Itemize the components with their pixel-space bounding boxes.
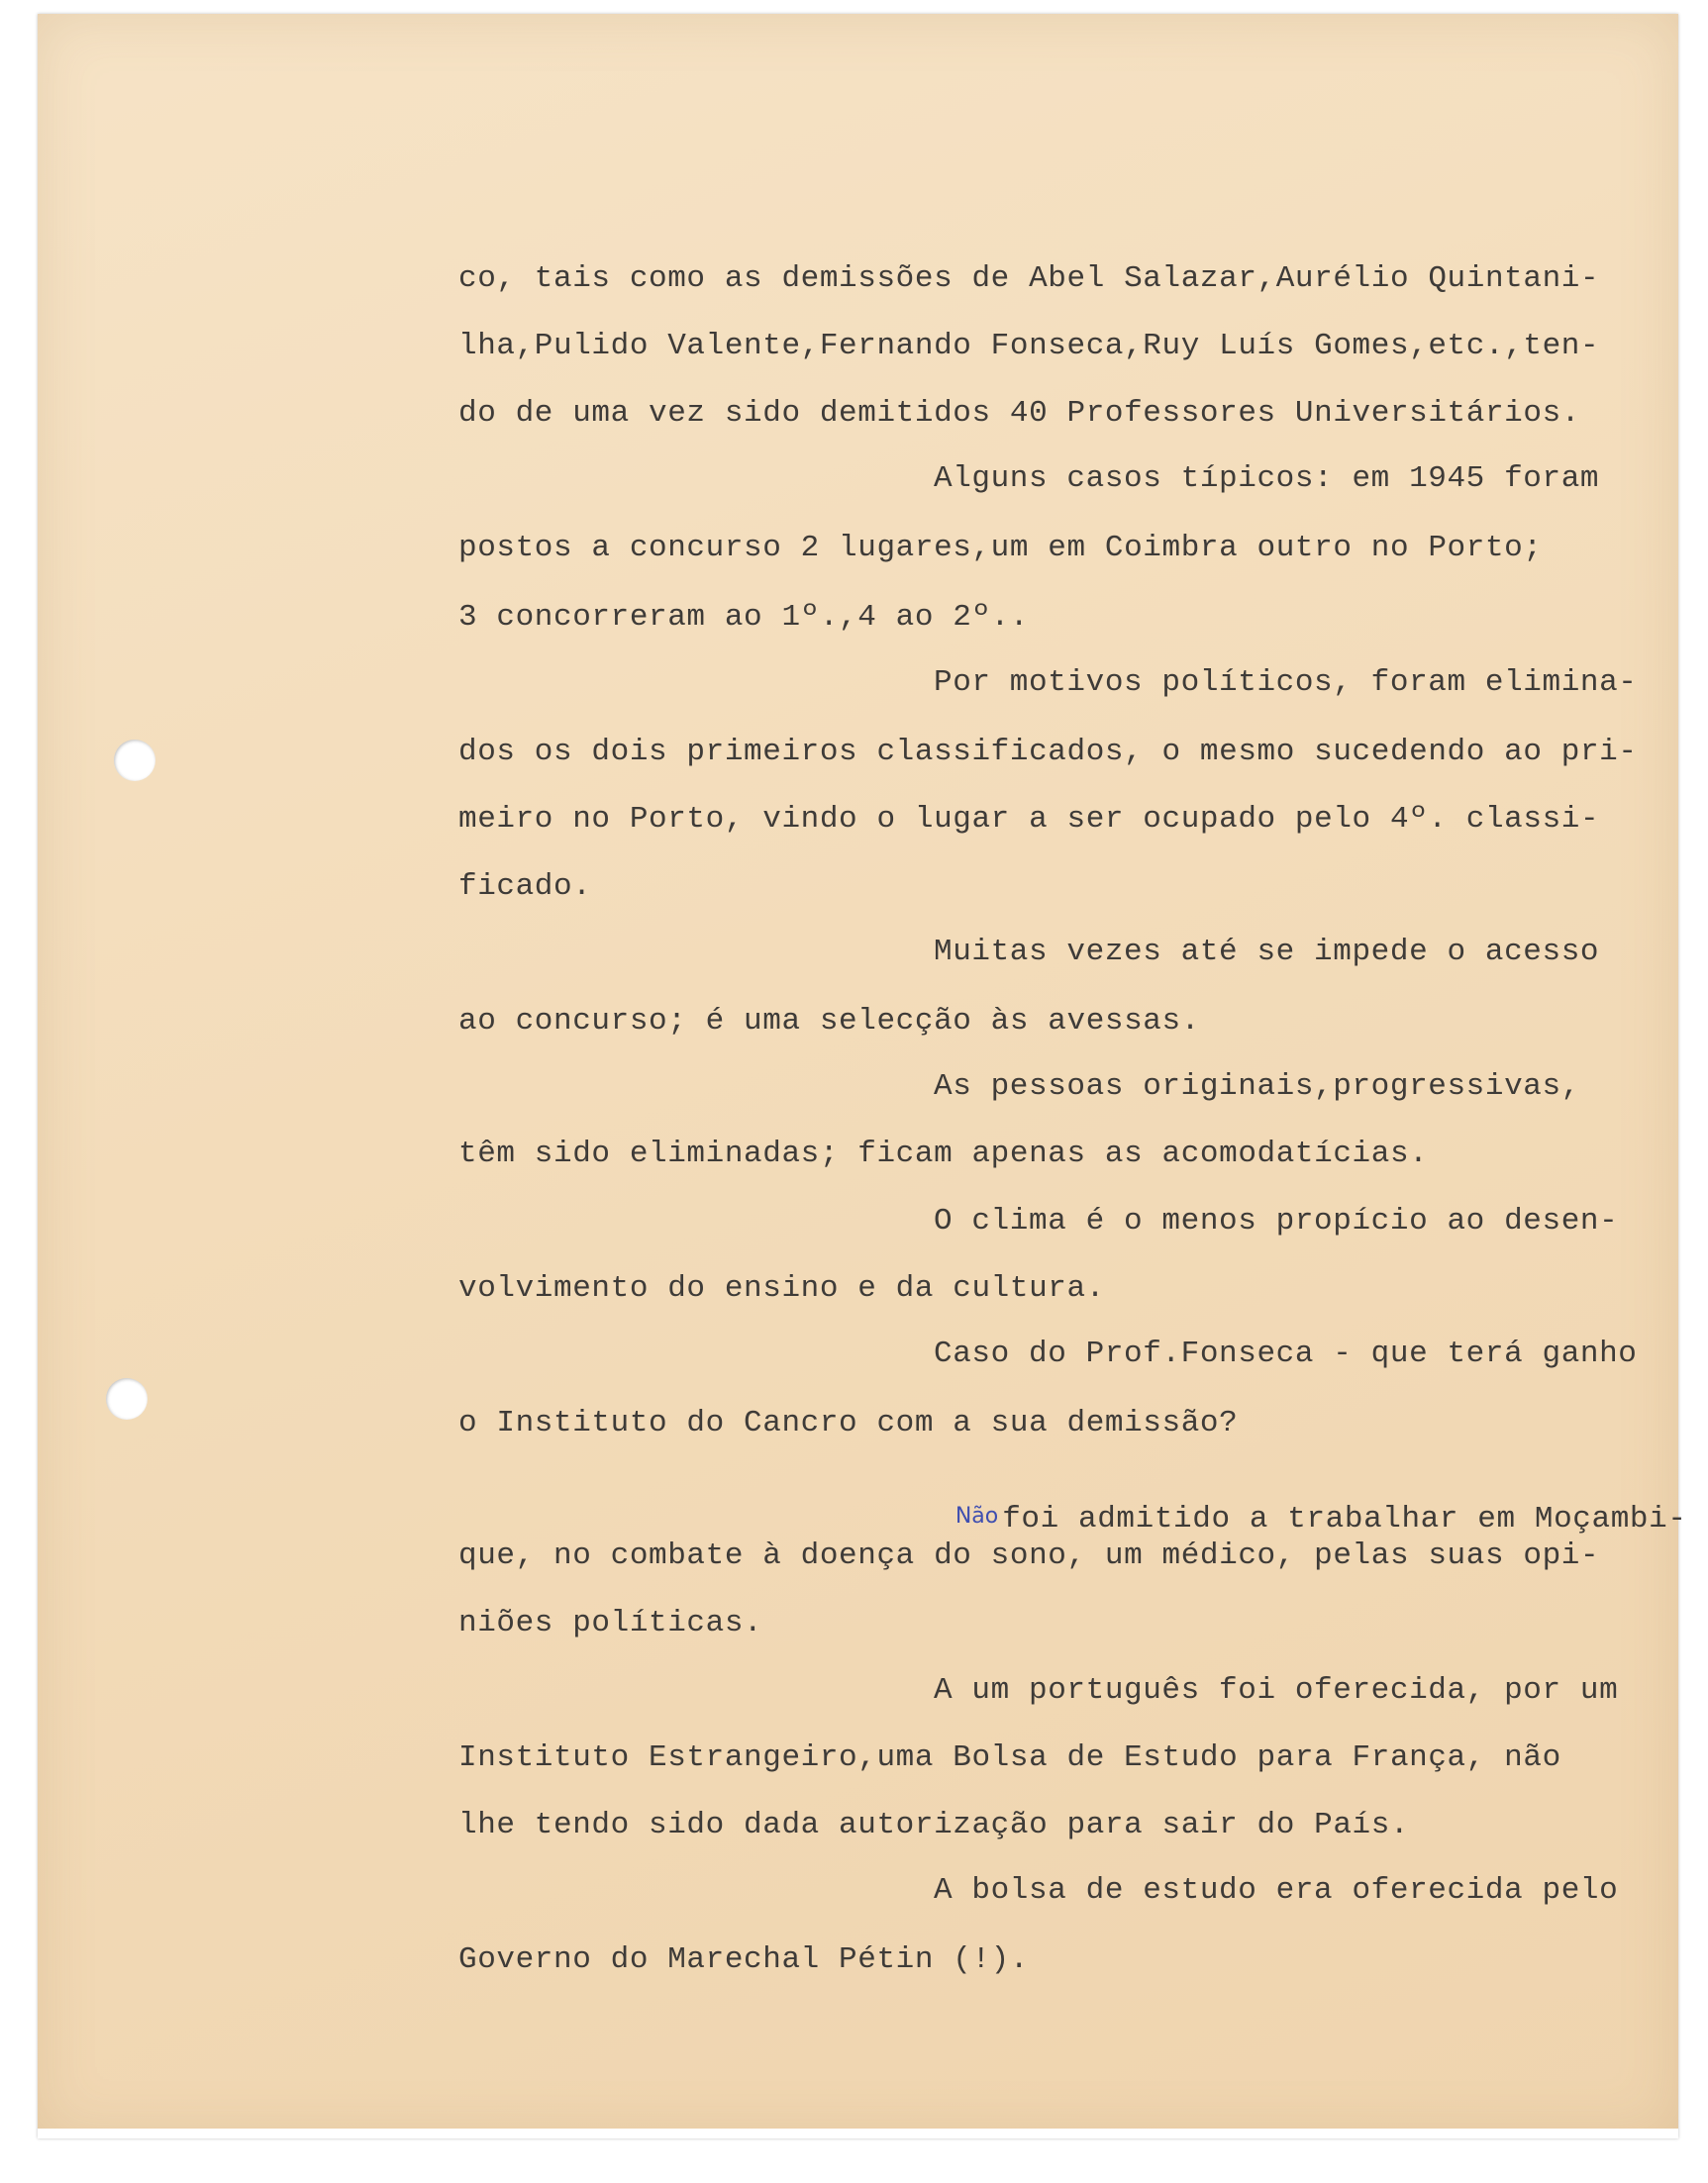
handwritten-annotation: Não [954,1504,999,1529]
text-line: Muitas vezes até se impede o acesso [934,935,1600,969]
text-line: meiro no Porto, vindo o lugar a ser ocupado pelo 4º. classi- [458,802,1600,837]
text-line: O clima é o menos propício ao desen- [934,1204,1619,1239]
text-line: têm sido eliminadas; ficam apenas as acomodatícias. [458,1137,1429,1171]
text-line: Por motivos políticos, foram elimina- [934,665,1638,700]
text-line-content: foi admitido a trabalhar em Moçambi- [1002,1502,1687,1537]
text-line: que, no combate à doença do sono, um médico, pelas suas opi- [458,1538,1600,1573]
text-line: co, tais como as demissões de Abel Salazar,Aurélio Quintani- [458,261,1600,296]
text-line: dos os dois primeiros classificados, o mesmo sucedendo ao pri- [458,735,1638,769]
text-line: A um português foi oferecida, por um [934,1673,1619,1708]
text-line: postos a concurso 2 lugares,um em Coimbra outro no Porto; [458,531,1543,565]
text-line: o Instituto do Cancro com a sua demissão? [458,1406,1239,1440]
text-line: 3 concorreram ao 1º.,4 ao 2º.. [458,600,1030,635]
text-line: do de uma vez sido demitidos 40 Professores Universitários. [458,396,1580,431]
text-line: Alguns casos típicos: em 1945 foram [934,461,1600,496]
text-line: volvimento do ensino e da cultura. [458,1271,1105,1306]
text-line: As pessoas originais,progressivas, [934,1069,1580,1104]
text-line: Governo do Marechal Pétin (!). [458,1942,1030,1977]
text-line: lha,Pulido Valente,Fernando Fonseca,Ruy Luís Gomes,etc.,ten- [458,329,1600,363]
text-line: ao concurso; é uma selecção às avessas. [458,1004,1200,1039]
punch-hole-bottom [106,1378,148,1420]
text-line: niões políticas. [458,1606,763,1640]
text-line: A bolsa de estudo era oferecida pelo [934,1873,1619,1908]
text-line: Instituto Estrangeiro,uma Bolsa de Estudo para França, não [458,1740,1561,1775]
text-line: ficado. [458,869,592,904]
text-line: Caso do Prof.Fonseca - que terá ganho [934,1337,1638,1371]
punch-hole-top [114,740,155,781]
text-line: lhe tendo sido dada autorização para sair do País. [458,1808,1410,1842]
